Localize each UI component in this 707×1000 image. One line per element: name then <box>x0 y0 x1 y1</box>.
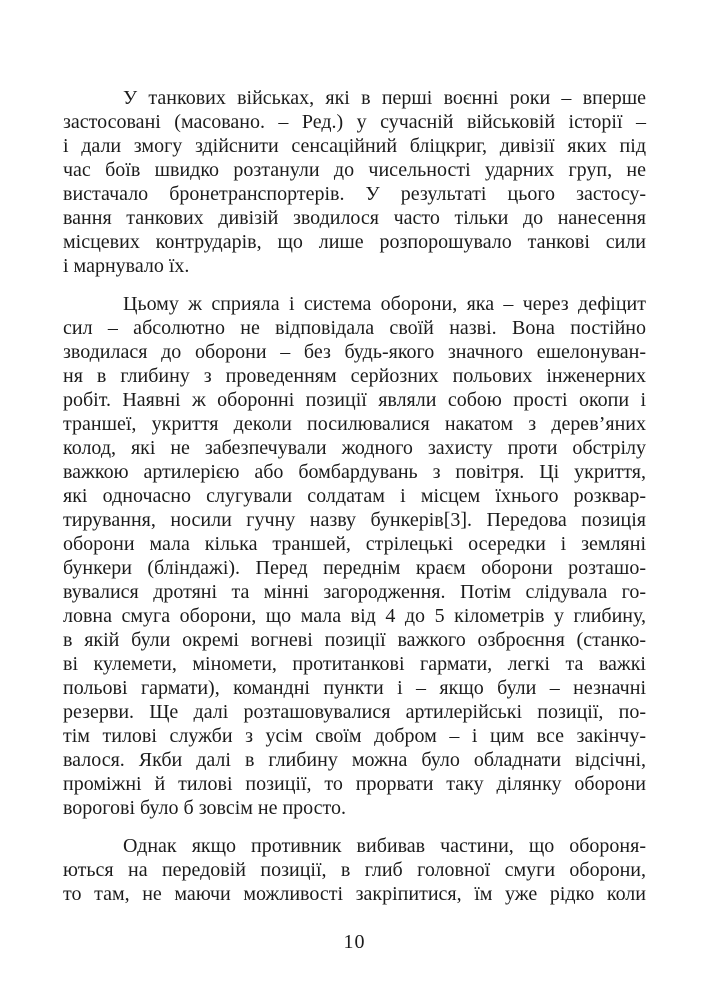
text-line: вання танкових дивізій зводилося часто тільки до нанесення <box>63 207 646 229</box>
text-line: проміжні й тилові позиції, то прорвати таку ділянку оборони <box>63 773 646 795</box>
text-line: колод, які не забезпечували жодного захисту проти обстрілу <box>63 437 646 459</box>
text-line: вувалися дротяні та мінні загородження. Потім слідувала го- <box>63 581 646 603</box>
text-line: Однак якщо противник вибивав частини, що обороня- <box>123 835 646 857</box>
text-line: сил – абсолютно не відповідала своїй назві. Вона постійно <box>63 317 646 339</box>
text-line: то там, не маючи можливості закріпитися, їм уже рідко коли <box>63 883 646 905</box>
text-line: ловна смуга оборони, що мала від 4 до 5 кілометрів у глибину, <box>63 605 646 627</box>
text-line: ворогові було б зовсім не просто. <box>63 797 347 819</box>
page-number: 10 <box>343 931 366 953</box>
text-line: бункери (бліндажі). Перед переднім краєм оборони розташо- <box>63 557 646 579</box>
text-line: вистачало бронетранспортерів. У результаті цього застосу- <box>63 183 646 205</box>
text-line: місцевих контрударів, що лише розпорошувало танкові сили <box>63 231 646 253</box>
paragraph <box>63 292 646 820</box>
text-line: резерви. Ще далі розташовувалися артилерійські позиції, по- <box>63 701 646 723</box>
text-line: і марнувало їх. <box>63 255 190 277</box>
text-line: тирування, носили гучну назву бункерів[3]. Передова позиція <box>63 509 646 531</box>
text-line: тім тилові служби з усім своїм добром – і цим все закінчу- <box>63 725 646 747</box>
text-line: які одночасно слугували солдатам і місцем їхнього розквар- <box>63 485 646 507</box>
text-line: ня в глибину з проведенням серйозних польових інженерних <box>63 365 646 387</box>
text-line: в якій були окремі вогневі позиції важкого озброєння (станко- <box>63 629 646 651</box>
text-line: і дали змогу здійснити сенсаційний бліцкриг, дивізії яких під <box>63 135 646 157</box>
text-line: важкою артилерією або бомбардувань з повітря. Ці укриття, <box>63 461 646 483</box>
paragraph <box>63 834 646 906</box>
paragraph <box>63 86 646 278</box>
text-line: застосовані (масовано. – Ред.) у сучасній військовій історії – <box>63 111 646 133</box>
text-line: польові гармати), командні пункти і – якщо були – незначні <box>63 677 646 699</box>
text-line: Цьому ж сприяла і система оборони, яка – через дефіцит <box>123 293 646 315</box>
text-line: час боїв швидко розтанули до чисельності ударних груп, не <box>63 159 646 181</box>
text-line: оборони мала кілька траншей, стрілецькі осередки і земляні <box>63 533 646 555</box>
text-line: ються на передовій позиції, в глиб головної смуги оборони, <box>63 859 646 881</box>
text-line: зводилася до оборони – без будь-якого значного ешелонуван- <box>63 341 646 363</box>
text-line: У танкових військах, які в перші воєнні роки – вперше <box>123 87 646 109</box>
text-line: ві кулемети, міномети, протитанкові гармати, легкі та важкі <box>63 653 646 675</box>
text-line: робіт. Наявні ж оборонні позиції являли собою прості окопи і <box>63 389 646 411</box>
text-block <box>63 86 646 920</box>
text-line: валося. Якби далі в глибину можна було обладнати відсічні, <box>63 749 646 771</box>
text-line: траншеї, укриття деколи посилювалися накатом з дерев’яних <box>63 413 646 435</box>
